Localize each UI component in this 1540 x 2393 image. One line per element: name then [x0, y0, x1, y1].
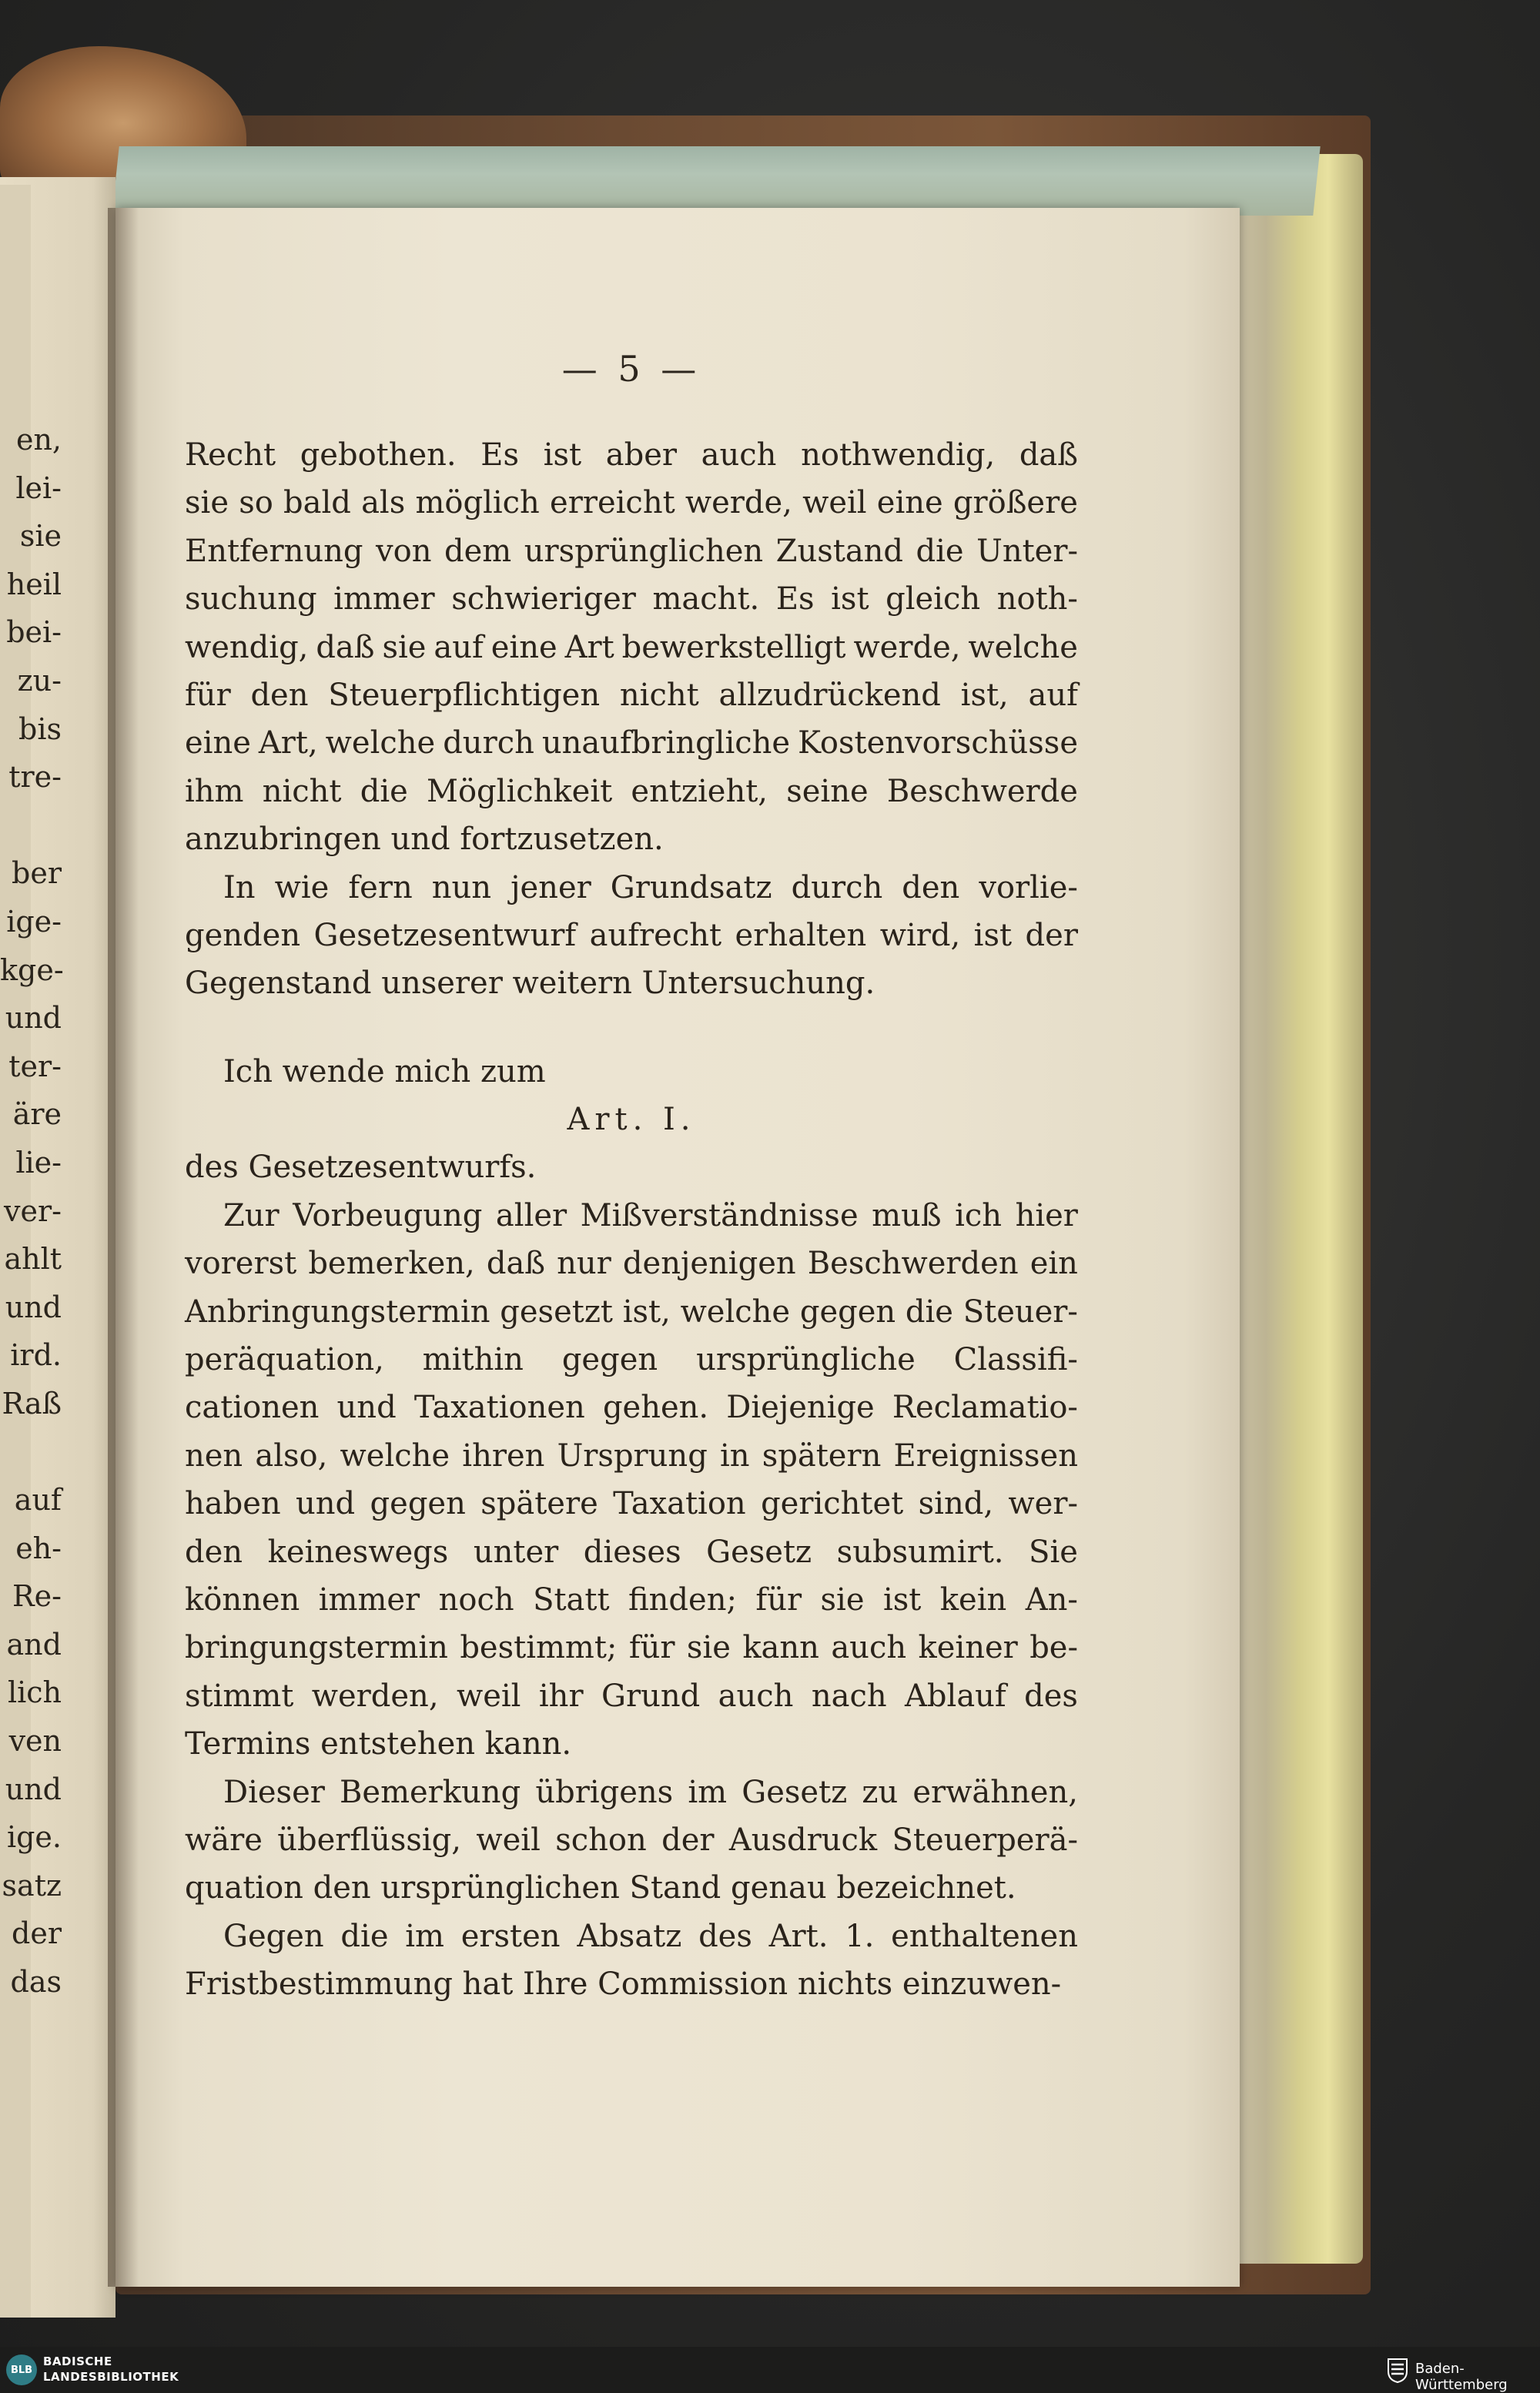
- left-page-fragment: kge-: [0, 952, 64, 987]
- word: genden: [185, 917, 301, 953]
- text-line: [185, 527, 1078, 575]
- left-page-fragment: ahlt: [4, 1242, 62, 1277]
- word: Es: [480, 437, 520, 473]
- word: Art.: [768, 1918, 829, 1954]
- word: auch: [701, 437, 777, 473]
- word: jener: [511, 869, 591, 905]
- word: dem: [444, 533, 512, 569]
- text-line: [185, 479, 1078, 527]
- word: schon: [555, 1822, 647, 1858]
- word: der: [661, 1822, 715, 1858]
- left-page-fragment: und: [5, 1772, 62, 1806]
- text-line: [185, 1769, 1078, 1816]
- word: cationen: [185, 1390, 320, 1426]
- word: Möglichkeit: [427, 773, 613, 809]
- left-page-fragment: bei-: [6, 615, 62, 650]
- word: ist,: [622, 1294, 671, 1330]
- text-line: Termins entstehen kann.: [185, 1726, 572, 1762]
- left-page-fragment: ige-: [6, 904, 62, 939]
- word: des: [1024, 1678, 1078, 1714]
- left-page-fragment: Raß: [2, 1386, 62, 1421]
- word: den: [902, 869, 960, 905]
- page-number: — 5 —: [561, 348, 701, 390]
- left-page-fragment: lei-: [15, 470, 62, 505]
- word: Zur: [223, 1197, 280, 1233]
- word: auch: [718, 1678, 794, 1714]
- text-line: [185, 1336, 1078, 1384]
- text-line: [185, 864, 1078, 912]
- word: stimmt: [185, 1678, 294, 1714]
- word: bemerken,: [308, 1246, 475, 1282]
- word: daß: [316, 629, 375, 665]
- word: sie: [382, 629, 427, 665]
- left-page-fragment: ige.: [6, 1820, 62, 1855]
- word: nothwendig,: [801, 437, 996, 473]
- word: werden,: [311, 1678, 439, 1714]
- word: können: [185, 1581, 300, 1618]
- word: Absatz: [577, 1918, 682, 1954]
- text-line: [185, 1576, 1078, 1624]
- word: Unter-: [976, 533, 1078, 569]
- word: allzudrückend: [718, 677, 941, 713]
- word: fern: [348, 869, 413, 905]
- left-page-fragment: zu-: [17, 663, 62, 698]
- word: auf: [1028, 677, 1078, 713]
- left-page-fragment: satz: [2, 1868, 62, 1903]
- word: Zustand: [775, 533, 904, 569]
- word: Bemerkung: [340, 1774, 521, 1810]
- word: Gesetz: [706, 1534, 812, 1570]
- word: Gesetzesentwurf: [313, 917, 577, 953]
- word: auf: [434, 629, 484, 665]
- word: ist,: [960, 677, 1009, 713]
- text-line: [185, 1816, 1078, 1864]
- text-line: [185, 1672, 1078, 1720]
- text-line: [185, 1432, 1078, 1480]
- word: Taxationen: [413, 1390, 585, 1426]
- word: durch: [791, 869, 883, 905]
- word: für: [628, 1630, 675, 1666]
- word: noth-: [996, 581, 1078, 617]
- word: muß: [872, 1197, 942, 1233]
- word: welche: [968, 629, 1078, 665]
- word: welche: [340, 1437, 450, 1474]
- word: weil: [476, 1822, 541, 1858]
- word: übrigens: [535, 1774, 674, 1810]
- left-page-fragment: [0, 802, 62, 850]
- word: aber: [605, 437, 677, 473]
- word: spätern: [762, 1437, 882, 1474]
- word: Taxation: [613, 1486, 746, 1522]
- word: nun: [431, 869, 492, 905]
- word: kein: [939, 1581, 1007, 1618]
- word: weil: [802, 485, 867, 521]
- word: denjenigen: [622, 1246, 796, 1282]
- word: suchung: [185, 581, 317, 617]
- word: unaufbringliche: [541, 725, 791, 761]
- word: wer-: [1008, 1486, 1078, 1522]
- word: nur: [557, 1246, 611, 1282]
- word: sie: [686, 1630, 731, 1666]
- text-line: [185, 1913, 1078, 1960]
- text-line: [185, 1624, 1078, 1672]
- text-line: [185, 1528, 1078, 1576]
- left-page-fragment: ber: [12, 856, 62, 891]
- text-line: anzubringen und fortzusetzen.: [185, 822, 664, 858]
- word: aller: [495, 1197, 567, 1233]
- word: ist: [973, 917, 1013, 953]
- word: ist: [831, 581, 869, 617]
- word: der: [1025, 917, 1078, 953]
- word: Ablauf: [905, 1678, 1006, 1714]
- word: macht.: [652, 581, 760, 617]
- word: gebothen.: [300, 437, 457, 473]
- page-top-edge: [112, 146, 1320, 216]
- word: Beschwerde: [886, 773, 1078, 809]
- word: den: [250, 677, 309, 713]
- word: Gesetz: [742, 1774, 848, 1810]
- word: Recht: [185, 437, 276, 473]
- text-line: [185, 768, 1078, 815]
- word: peräquation,: [185, 1342, 384, 1378]
- word: gleich: [886, 581, 981, 617]
- word: seine: [786, 773, 869, 809]
- word: daß: [486, 1246, 546, 1282]
- word: gegen: [370, 1486, 466, 1522]
- text-line: [185, 671, 1078, 719]
- spacer: [185, 1008, 1078, 1048]
- text-line: [185, 912, 1078, 959]
- word: gesetzt: [500, 1294, 613, 1330]
- left-page-fragment: äre: [12, 1097, 62, 1132]
- footer-bar: [0, 2347, 1540, 2393]
- left-page-fragment: ven: [8, 1724, 62, 1759]
- word: unter: [473, 1534, 559, 1570]
- word: sie: [185, 485, 229, 521]
- left-page-fragment: tre-: [8, 760, 62, 795]
- word: hier: [1015, 1197, 1078, 1233]
- word: bestimmt;: [460, 1630, 618, 1666]
- left-page-fragment: ver-: [4, 1193, 62, 1228]
- word: durch: [443, 725, 534, 761]
- text-line: [185, 1240, 1078, 1287]
- word: ist: [882, 1581, 922, 1618]
- word: eine: [490, 629, 557, 665]
- word: Anbringungstermin: [185, 1294, 490, 1330]
- gutter-shadow: [108, 208, 139, 2287]
- word: noch: [438, 1581, 514, 1618]
- left-page-fragment: und: [5, 1290, 62, 1324]
- left-page-fragment: das: [10, 1965, 62, 1999]
- word: Sie: [1029, 1534, 1078, 1570]
- word: Ursprung: [557, 1437, 708, 1474]
- left-page-text: [0, 416, 62, 2006]
- word: im: [405, 1918, 444, 1954]
- word: werde,: [685, 485, 792, 521]
- word: die: [916, 533, 964, 569]
- word: In: [223, 869, 256, 905]
- word: die: [340, 1918, 389, 1954]
- text-line: [185, 719, 1078, 767]
- word: Grund: [601, 1678, 701, 1714]
- word: ist: [543, 437, 582, 473]
- word: haben: [185, 1486, 281, 1522]
- left-page-fragment: [0, 1427, 62, 1476]
- word: die: [905, 1294, 953, 1330]
- word: gehen.: [602, 1390, 709, 1426]
- word: Entfernung: [185, 533, 363, 569]
- word: Gegen: [223, 1918, 324, 1954]
- word: für: [755, 1581, 802, 1618]
- word: bringungstermin: [185, 1630, 448, 1666]
- word: subsumirt.: [836, 1534, 1004, 1570]
- word: Reclamatio-: [892, 1390, 1078, 1426]
- word: Ereignissen: [893, 1437, 1078, 1474]
- word: erwähnen,: [912, 1774, 1078, 1810]
- left-page-fragment: bis: [18, 711, 62, 746]
- word: ursprünglichen: [524, 533, 764, 569]
- word: erreicht: [550, 485, 675, 521]
- word: sie: [820, 1581, 865, 1618]
- text-line: des Gesetzesentwurfs.: [185, 1150, 537, 1186]
- baden-wuerttemberg-logo-icon: [1386, 2356, 1409, 2384]
- word: im: [688, 1774, 728, 1810]
- left-page-fragment: auf: [14, 1483, 62, 1518]
- library-name-line1: BADISCHE: [43, 2355, 112, 2368]
- word: welche: [680, 1294, 791, 1330]
- word: Kostenvorschüsse: [798, 725, 1078, 761]
- left-page-fragment: and: [6, 1627, 62, 1662]
- word: ein: [1029, 1246, 1078, 1282]
- word: den: [185, 1534, 243, 1570]
- library-name-line2: LANDESBIBLIOTHEK: [43, 2370, 179, 2384]
- word: möglich: [415, 485, 540, 521]
- word: nicht: [619, 677, 699, 713]
- word: und: [336, 1390, 397, 1426]
- word: gerichtet: [761, 1486, 904, 1522]
- gilded-page-edge: [1224, 154, 1363, 2264]
- left-page-fragment: der: [12, 1916, 62, 1951]
- word: keiner: [918, 1630, 1018, 1666]
- word: Art,: [258, 725, 318, 761]
- word: nen: [185, 1437, 243, 1474]
- word: als: [361, 485, 406, 521]
- word: aufrecht: [589, 917, 722, 953]
- left-page-fragment: eh-: [15, 1531, 62, 1565]
- state-name: Baden-Württemberg: [1415, 2361, 1508, 2393]
- word: nach: [811, 1678, 887, 1714]
- left-page-fragment: sie: [19, 519, 62, 554]
- text-line: quation den ursprünglichen Stand genau bezeichnet.: [185, 1870, 1016, 1906]
- text-line: [185, 1288, 1078, 1336]
- word: finden;: [628, 1581, 737, 1618]
- word: in: [719, 1437, 750, 1474]
- word: eine: [876, 485, 943, 521]
- word: Diejenige: [726, 1390, 875, 1426]
- word: sind,: [918, 1486, 994, 1522]
- left-page-fragment: und: [5, 1001, 62, 1036]
- word: so: [239, 485, 273, 521]
- word: gegen: [561, 1342, 658, 1378]
- word: wie: [274, 869, 330, 905]
- word: von: [376, 533, 432, 569]
- word: bald: [283, 485, 351, 521]
- word: Grundsatz: [610, 869, 772, 905]
- word: wendig,: [185, 629, 309, 665]
- word: zu: [862, 1774, 899, 1810]
- library-name: [43, 2354, 179, 2385]
- word: werde,: [853, 629, 961, 665]
- text-line: Ich wende mich zum: [223, 1053, 546, 1089]
- word: und: [296, 1486, 356, 1522]
- left-page-fragment: Re-: [12, 1579, 62, 1614]
- word: daß: [1019, 437, 1078, 473]
- word: größere: [952, 485, 1078, 521]
- word: eine: [185, 725, 251, 761]
- word: des: [698, 1918, 752, 1954]
- word: überflüssig,: [277, 1822, 462, 1858]
- word: wird,: [879, 917, 961, 953]
- text-line: [185, 1192, 1078, 1240]
- text-line: [185, 1384, 1078, 1431]
- word: ich: [955, 1197, 1003, 1233]
- left-page-fragment: ter-: [8, 1049, 62, 1083]
- word: Vorbeugung: [293, 1197, 483, 1233]
- word: mithin: [422, 1342, 524, 1378]
- word: für: [185, 677, 231, 713]
- word: nicht: [262, 773, 342, 809]
- word: weil: [456, 1678, 521, 1714]
- word: ersten: [460, 1918, 561, 1954]
- word: welche: [325, 725, 436, 761]
- blb-logo-icon: BLB: [6, 2355, 37, 2385]
- word: Es: [775, 581, 815, 617]
- word: enthaltenen: [891, 1918, 1078, 1954]
- word: ihren: [462, 1437, 545, 1474]
- word: bewerkstelligt: [621, 629, 846, 665]
- left-page-fragment: ird.: [10, 1338, 62, 1373]
- word: dieses: [583, 1534, 681, 1570]
- word: spätere: [480, 1486, 598, 1522]
- word: vorlie-: [979, 869, 1078, 905]
- text-line: Gegenstand unserer weitern Untersuchung.: [185, 966, 875, 1002]
- word: ursprüngliche: [696, 1342, 916, 1378]
- word: Art: [564, 629, 614, 665]
- word: Statt: [533, 1581, 610, 1618]
- text-line: [185, 575, 1078, 623]
- text-line: [185, 1480, 1078, 1528]
- left-page-fragment: en,: [15, 423, 62, 457]
- word: Steuer-: [962, 1294, 1078, 1330]
- word: Steuerperä-: [892, 1822, 1078, 1858]
- word: Dieser: [223, 1774, 325, 1810]
- word: be-: [1029, 1630, 1078, 1666]
- word: Classifi-: [953, 1342, 1078, 1378]
- word: 1.: [845, 1918, 875, 1954]
- word: vorerst: [185, 1246, 297, 1282]
- left-page-fragment: heil: [6, 567, 62, 601]
- word: erhalten: [735, 917, 867, 953]
- word: ihr: [538, 1678, 584, 1714]
- word: kann: [742, 1630, 819, 1666]
- text-line: [185, 431, 1078, 479]
- word: immer: [333, 581, 435, 617]
- word: Steuerpflichtigen: [328, 677, 601, 713]
- word: keineswegs: [267, 1534, 449, 1570]
- word: wäre: [185, 1822, 263, 1858]
- word: also,: [255, 1437, 328, 1474]
- left-page-fragment: lie-: [15, 1145, 62, 1180]
- word: Mißverständnisse: [580, 1197, 859, 1233]
- word: die: [360, 773, 408, 809]
- page-body: [185, 431, 1078, 2009]
- word: An-: [1025, 1581, 1078, 1618]
- word: entzieht,: [631, 773, 768, 809]
- left-page-fragment: lich: [7, 1675, 62, 1710]
- word: Ausdruck: [728, 1822, 878, 1858]
- word: Beschwerden: [807, 1246, 1019, 1282]
- word: ihm: [185, 773, 244, 809]
- word: auch: [831, 1630, 907, 1666]
- text-line: Fristbestimmung hat Ihre Commission nichts einzuwen-: [185, 1966, 1062, 2003]
- article-heading: Art. I.: [567, 1102, 696, 1138]
- text-line: [185, 624, 1078, 671]
- word: immer: [318, 1581, 420, 1618]
- word: gegen: [799, 1294, 896, 1330]
- word: schwieriger: [451, 581, 636, 617]
